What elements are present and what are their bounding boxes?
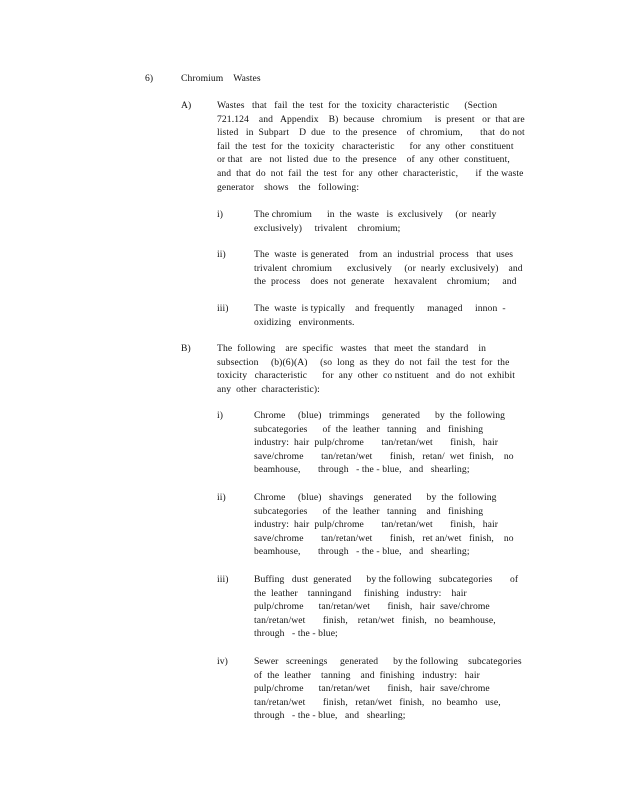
section-label: B) [181,343,191,354]
subitem-label: iii) [217,303,229,314]
subitem-label: i) [217,410,224,421]
subitem-label: ii) [217,492,226,503]
subitem-text-line: through - the - blue, and shearling; [254,710,406,722]
subitem-text-line: industry: hair pulp/chrome tan/retan/wet finish, hair [254,437,499,449]
section-text-line: any other characteristic): [217,383,320,395]
subitem-text-line: tan/retan/wet finish, retan/wet finish, no beamho use, [254,696,501,708]
subitem-text-line: through - the - blue; [254,628,338,640]
subitem-text-line: the leather tanningand finishing industry: hair [254,587,467,599]
subitem-text-line: beamhouse, through - the - blue, and shearling; [254,546,470,558]
section-text-line: generator shows the following: [217,181,360,193]
section-text-line: The following are specific wastes that meet the standard in [217,343,487,354]
section-text-line: Wastes that fail the test for the toxicity characteristic (Section [217,100,498,111]
subitem-text-line: tan/retan/wet finish, retan/wet finish, no beamhouse, [254,614,496,626]
subitem-text-line: pulp/chrome tan/retan/wet finish, hair save/chrome [254,601,490,613]
section-text-line: and that do not fail the test for any other characteristic, if the waste [217,168,524,179]
subitem-text-line: Buffing dust generated by the following subcategories of [254,574,519,585]
subitem-text-line: trivalent chromium exclusively (or nearly exclusively) and [254,262,523,274]
subitem-text-line: subcategories of the leather tanning and finishing [254,423,484,435]
subitem-text-line: exclusively) trivalent chromium; [254,222,401,234]
section-text-line: listed in Subpart D due to the presence of chromium, that do not [217,127,525,139]
subitem-text-line: the process does not generate hexavalent chromium; and [254,276,517,288]
subitem-text-line: of the leather tanning and finishing industry: hair [254,669,480,681]
subitem-text-line: The waste is typically and frequently managed innon - [254,303,506,314]
subitem-text-line: industry: hair pulp/chrome tan/retan/wet finish, hair [254,519,499,531]
subitem-text-line: Chrome (blue) shavings generated by the following [254,492,497,503]
subitem-text-line: pulp/chrome tan/retan/wet finish, hair save/chrome [254,683,490,695]
section-text-line: 721.124 and Appendix B) because chromium is present or that are [217,113,525,125]
subitem-text-line: The chromium in the waste is exclusively (or nearly [254,209,497,220]
item-title: Chromium Wastes [181,73,261,84]
subitem-label: iv) [217,656,228,667]
section-label: A) [181,100,192,111]
subitem-label: iii) [217,574,229,585]
subitem-text-line: The waste is generated from an industrial process that uses [254,249,514,260]
section-text-line: toxicity characteristic for any other co nstituent and do not exhibit [217,370,516,382]
subitem-text-line: Sewer screenings generated by the following subcategories [254,656,522,667]
subitem-text-line: Chrome (blue) trimmings generated by the following [254,410,506,421]
section-text-line: or that are not listed due to the presence of any other constituent, [217,154,510,166]
section-text-line: subsection (b)(6)(A) (so long as they do not fail the test for the [217,356,510,368]
subitem-text-line: save/chrome tan/retan/wet finish, retan/ wet finish, no [254,450,514,462]
subitem-text-line: beamhouse, through - the - blue, and shearling; [254,464,470,476]
subitem-text-line: oxidizing environments. [254,316,355,328]
item-number: 6) [145,73,154,84]
subitem-label: i) [217,209,224,220]
subitem-text-line: save/chrome tan/retan/wet finish, ret an/wet finish, no [254,532,514,544]
section-text-line: fail the test for the toxicity characteristic for any other constituent [217,140,514,152]
subitem-label: ii) [217,249,226,260]
subitem-text-line: subcategories of the leather tanning and finishing [254,505,484,517]
